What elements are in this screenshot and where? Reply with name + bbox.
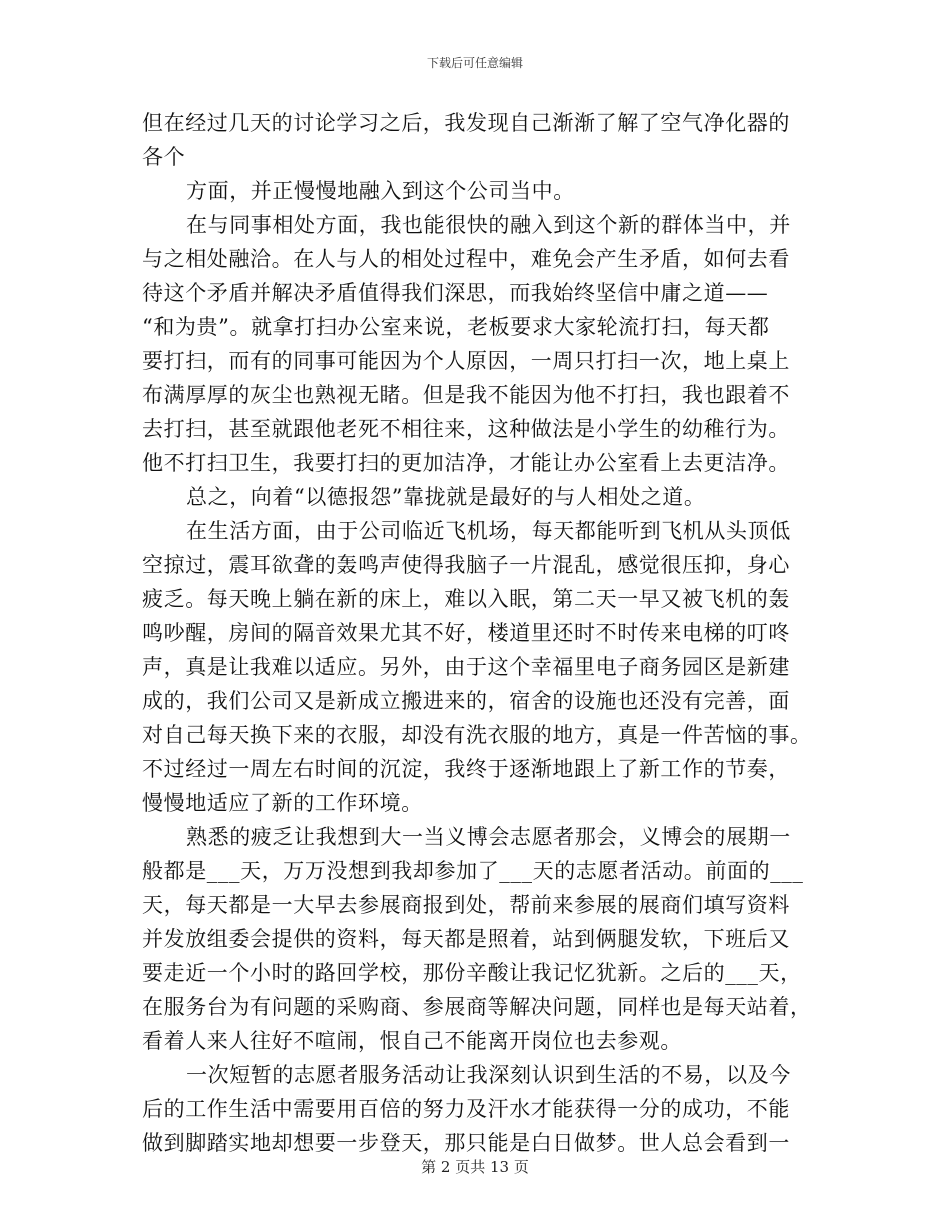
text-line: 慢慢地适应了新的工作环境。	[142, 791, 423, 815]
text-line: 在与同事相处方面，我也能很快的融入到这个新的群体当中，并	[186, 213, 791, 237]
text-line: 方面，并正慢慢地融入到这个公司当中。	[186, 179, 575, 203]
text-line: 待这个矛盾并解决矛盾值得我们深思，而我始终坚信中庸之道——	[142, 281, 769, 305]
text-line: 去打扫，甚至就跟他老死不相往来，这种做法是小学生的幼稚行为。	[142, 417, 790, 441]
document-body	[142, 106, 810, 1160]
page-footer: 第 2 页共 13 页	[421, 1158, 529, 1176]
text-line: “和为贵”。就拿打扫办公室来说，老板要求大家轮流打扫，每天都	[142, 315, 770, 339]
text-line: 不过经过一周左右时间的沉淀，我终于逐渐地跟上了新工作的节奏，	[142, 757, 790, 781]
text-line: 声，真是让我难以适应。另外，由于这个幸福里电子商务园区是新建	[142, 655, 790, 679]
page-header: 下载后可任意编辑	[426, 56, 523, 70]
text-line: 布满厚厚的灰尘也熟视无睹。但是我不能因为他不打扫，我也跟着不	[142, 383, 790, 407]
text-line: 他不打扫卫生，我要打扫的更加洁净，才能让办公室看上去更洁净。	[142, 451, 790, 475]
text-line: 天，每天都是一大早去参展商报到处，帮前来参展的展商们填写资料	[142, 893, 790, 917]
text-line: 并发放组委会提供的资料，每天都是照着，站到俩腿发软，下班后又	[142, 927, 790, 951]
text-line: 空掠过，震耳欲聋的轰鸣声使得我脑子一片混乱，感觉很压抑，身心	[142, 553, 790, 577]
text-line: 疲乏。每天晚上躺在新的床上，难以入眠，第二天一早又被飞机的轰	[142, 587, 790, 611]
text-line: 看着人来人往好不喧闹，恨自己不能离开岗位也去参观。	[142, 1029, 682, 1053]
text-line: 做到脚踏实地却想要一步登天，那只能是白日做梦。世人总会看到一	[142, 1131, 790, 1155]
text-line: 后的工作生活中需要用百倍的努力及汗水才能获得一分的成功，不能	[142, 1097, 790, 1121]
text-line: 在服务台为有问题的采购商、参展商等解决问题，同样也是每天站着，	[142, 995, 812, 1019]
text-line: 成的，我们公司又是新成立搬进来的，宿舍的设施也还没有完善，面	[142, 689, 790, 713]
text-line: 一次短暂的志愿者服务活动让我深刻认识到生活的不易，以及今	[186, 1063, 791, 1087]
text-line: 总之，向着“以德报怨”靠拢就是最好的与人相处之道。	[186, 485, 706, 509]
text-line: 对自己每天换下来的衣服，却没有洗衣服的地方，真是一件苦恼的事。	[142, 723, 812, 747]
text-line: 要走近一个小时的路回学校，那份辛酸让我记忆犹新。之后的___天，	[142, 961, 802, 985]
text-line: 在生活方面，由于公司临近飞机场，每天都能听到飞机从头顶低	[186, 519, 791, 543]
text-line: 鸣吵醒，房间的隔音效果尤其不好，楼道里还时不时传来电梯的叮咚	[142, 621, 790, 645]
text-line: 要打扫，而有的同事可能因为个人原因，一周只打扫一次，地上桌上	[142, 349, 790, 373]
text-line: 各个	[142, 145, 186, 169]
text-line: 与之相处融洽。在人与人的相处过程中，难免会产生矛盾，如何去看	[142, 247, 790, 271]
text-line: 般都是___天，万万没想到我却参加了___天的志愿者活动。前面的___	[142, 859, 804, 883]
text-line: 熟悉的疲乏让我想到大一当义博会志愿者那会，义博会的展期一	[186, 825, 791, 849]
text-line: 但在经过几天的讨论学习之后，我发现自己渐渐了解了空气净化器的	[142, 111, 790, 135]
